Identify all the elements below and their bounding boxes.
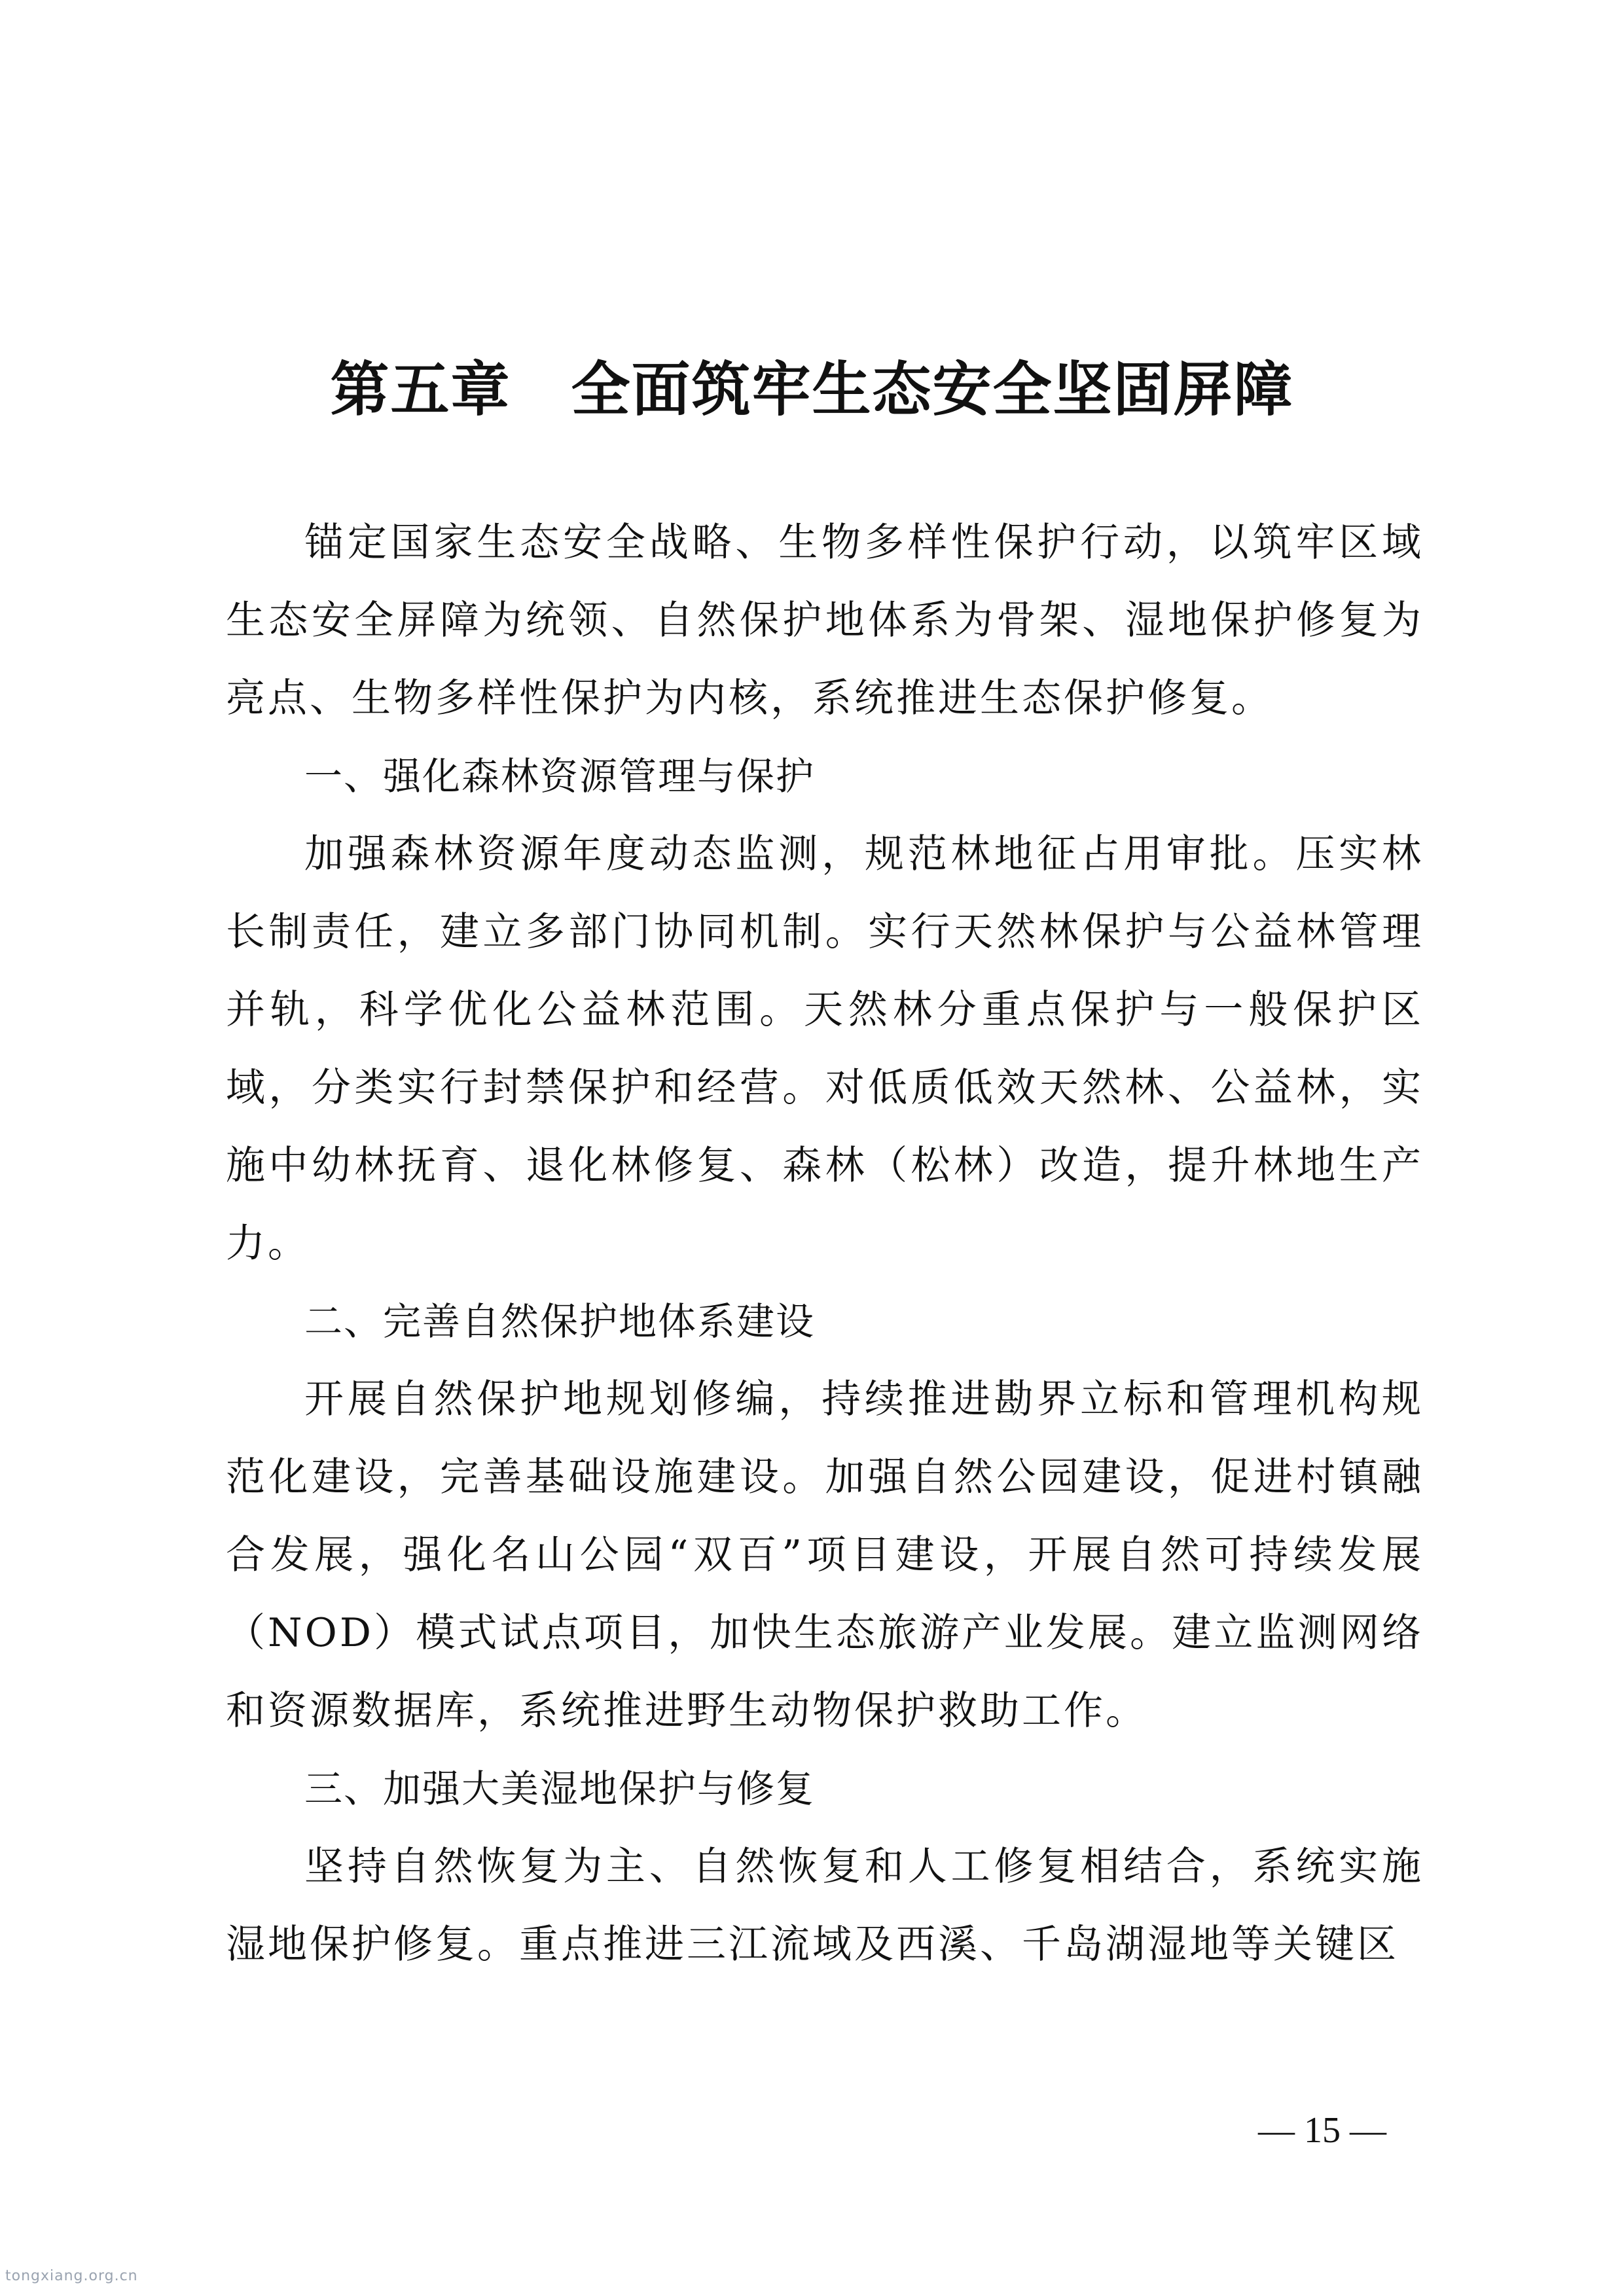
watermark: tongxiang.org.cn (5, 2268, 138, 2284)
chapter-title: 第五章 全面筑牢生态安全坚固屏障 (330, 355, 1294, 424)
page-number: — 15 — (1258, 2110, 1386, 2151)
wetland-paragraph: 坚持自然恢复为主、自然恢复和人工修复相结合，系统实施湿地保护修复。重点推进三江流域及西溪、千岛湖湿地等关键区 (226, 1844, 1424, 1967)
section-heading-wetland: 三、加强大美湿地保护与修复 (304, 1767, 816, 1811)
section-heading-protected-areas: 二、完善自然保护地体系建设 (304, 1299, 816, 1344)
section-heading-forest: 一、强化森林资源管理与保护 (304, 754, 816, 798)
protected-areas-paragraph: 开展自然保护地规划修编，持续推进勘界立标和管理机构规范化建设，完善基础设施建设。加强自然公园建设，促进村镇融合发展，强化名山公园“双百”项目建设，开展自然可持续发展（NOD）模式试点项目，加快生态旅游产业发展。建立监测网络和资源数据库，系统推进野生动物保护救助工作。 (226, 1376, 1424, 1734)
forest-paragraph: 加强森林资源年度动态监测，规范林地征占用审批。压实林长制责任，建立多部门协同机制。实行天然林保护与公益林管理并轨，科学优化公益林范围。天然林分重点保护与一般保护区域，分类实行封禁保护和经营。对低质低效天然林、公益林，实施中幼林抚育、退化林修复、森林（松林）改造，提升林地生产力。 (226, 831, 1424, 1266)
intro-paragraph: 锚定国家生态安全战略、生物多样性保护行动，以筑牢区域生态安全屏障为统领、自然保护地体系为骨架、湿地保护修复为亮点、生物多样性保护为内核，系统推进生态保护修复。 (226, 520, 1424, 721)
document-body (226, 504, 1424, 1984)
